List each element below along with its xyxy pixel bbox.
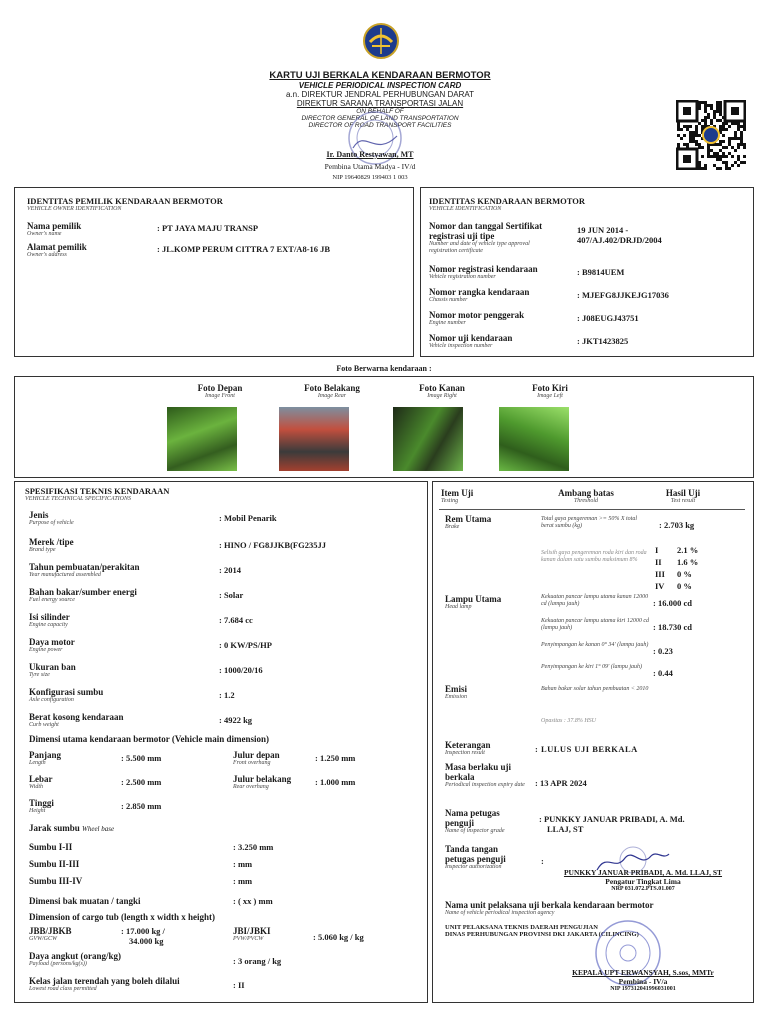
col-result-sublabel: Test result [670,498,696,504]
behalf-line-2: DIRECTOR GENERAL OF LAND TRANSPORTATION [301,115,459,122]
headlamp-value: : 16.000 cd [653,598,692,608]
an-line: a.n. DIREKTUR JENDRAL PERHUBUNGAN DARAT [285,90,475,99]
inspector-label-2: penguji [445,818,475,828]
headlamp-threshold: Penyimpangan ke kiri 1° 09' (lampu jauh) [541,664,642,670]
owner-name-value: : PT JAYA MAJU TRANSP [157,223,259,233]
remark-label: Keterangan [445,740,491,750]
inspector-label-1: Nama petugas [445,808,500,818]
spec-label: Merek /tipe [29,537,74,547]
rear-overhang-value: : 1.000 mm [315,777,356,787]
test-results-box [432,481,754,1003]
wheelbase-label: Jarak sumbu [29,823,80,833]
spec-label: Tahun pembuatan/perakitan [29,562,140,572]
col-item-label: Item Uji [441,488,474,498]
road-class-value: : II [233,980,245,990]
spec-row [29,562,241,579]
spec-value: : 4922 kg [219,715,253,725]
behalf-line-1: ON BEHALF OF [356,108,404,115]
engine-number-label: Nomor motor penggerak [429,310,525,320]
photo-right [387,383,497,400]
photo-left-label: Foto Kiri [532,383,568,393]
brake-axle-value: 2.1 % [677,545,699,555]
spec-row [29,637,272,654]
wheelbase-title [29,823,114,833]
vehicle-identification-box [420,187,754,357]
specs-section-subtitle: VEHICLE TECHNICAL SPECIFICATIONS [25,496,132,502]
brake-axle-value: 0 % [677,581,692,591]
payload-sublabel: Payload (persons/kg(s)) [29,961,87,967]
col-threshold-sublabel: Threshold [573,498,599,504]
signature-sublabel: Inspector authorization [445,864,502,870]
owner-name-label: Nama pemilik [27,221,82,231]
director-line: DIREKTUR SARANA TRANSPORTASI JALAN [296,99,464,108]
cargo-dimension-label: Dimensi bak muatan / tangki [29,896,141,906]
emission-threshold: Bahan bakar solar tahun pembuatan < 2010 [541,686,649,692]
brake-axle-value: 1.6 % [677,557,699,567]
dimension-width-sublabel: Width [29,784,44,790]
agency-line-2: DINAS PERHUBUNGAN PROVINSI DKI JAKARTA (CILINCING) [445,931,639,938]
pvw-row [233,926,271,943]
front-overhang-sublabel: Front overhang [233,760,271,766]
owner-section-subtitle: VEHICLE OWNER IDENTIFICATION [27,206,122,212]
validity-sublabel: Periodical inspection expiry date [445,782,525,788]
director-nip: NIP 19640829 199403 1 003 [332,174,408,181]
col-result-header [653,488,713,505]
type-approval-sublabel: Number and date of vehicle type approval registration certificate [429,241,530,254]
emission-label: Emisi [445,684,468,694]
brake-threshold-total: Total gaya pengereman >= 50% X total berat sumbu (kg) [541,516,637,529]
spec-value: : 1000/20/16 [219,665,263,675]
specs-section-title: SPESIFIKASI TEKNIS KENDARAAN [25,486,170,496]
owner-section-title: IDENTITAS PEMILIK KENDARAAN BERMOTOR [27,196,223,206]
head-nip: NIP 197312041996031001 [610,986,676,992]
signature-label-1: Tanda tangan [445,844,498,854]
inspection-number-row [429,333,749,350]
photo-rear-label: Foto Belakang [304,383,360,393]
remark-item [445,740,491,757]
dimension-rear-overhang [233,774,356,791]
chassis-number-label: Nomor rangka kendaraan [429,287,530,297]
chassis-number-sublabel: Chassis number [429,297,468,303]
payload-value: : 3 orang / kg [233,956,282,966]
col-threshold-label: Ambang batas [558,488,614,498]
photo-right-sublabel: Image Right [427,393,457,399]
spec-sublabel: Engine power [29,647,63,653]
emission-item [445,684,467,701]
col-threshold-header [531,488,641,505]
spec-value: : Solar [219,590,244,600]
spec-label: Berat kosong kendaraan [29,712,124,722]
registration-number-label: Nomor registrasi kendaraan [429,264,538,274]
spec-value: : HINO / FG8JJKB(FG235JJ [219,540,326,550]
behalf-line-3: DIRECTOR OF ROAD TRANSPORT FACILITIES [308,122,452,129]
spec-label: Bahan bakar/sumber energi [29,587,137,597]
headlamp-threshold: Kekuatan pancar lampu utama kanan 12000 cd (lampu jauh) [541,594,649,607]
agency-title: Nama unit pelaksana uji berkala kendaraan bermotor [445,900,654,910]
registration-number-value: : B9814UEM [577,267,625,277]
headlamp-threshold: Kekuatan pancar lampu utama kiri 12000 cd (lampu jauh) [541,618,649,631]
photo-front-label: Foto Depan [197,383,243,393]
dimension-height-label: Tinggi [29,798,54,808]
spec-sublabel: Curb weight [29,722,59,728]
vehicle-section-subtitle: VEHICLE IDENTIFICATION [429,206,502,212]
spec-label: Konfigurasi sumbu [29,687,104,697]
spec-label: Daya motor [29,637,75,647]
dimension-length-value: : 5.500 mm [121,753,162,763]
photos-title: Foto Berwarna kendaraan : [336,364,432,373]
signature-item [445,844,506,871]
remark-sublabel: Inspection result [445,750,485,756]
payload-label: Daya angkut (orang/kg) [29,951,122,961]
engine-number-value: : J08EUGJ43751 [577,313,639,323]
col-result-label: Hasil Uji [665,488,701,498]
axle-2-3-value: : mm [233,859,253,869]
headlamp-item [445,594,501,611]
remark-value: : LULUS UJI BERKALA [535,744,638,754]
ministry-logo [362,22,400,60]
type-approval-value-2: 407/AJ.402/DRJD/2004 [577,235,662,245]
owner-address-sublabel: Owner's address [27,252,67,258]
inspector-item [445,808,505,835]
front-overhang-label: Julur depan [233,750,280,760]
brake-total-value: : 2.703 kg [659,520,695,530]
spec-sublabel: Year manufactured assembled [29,572,101,578]
card-title: KARTU UJI BERKALA KENDARAAN BERMOTOR [269,70,491,81]
validity-value: : 13 APR 2024 [535,778,587,788]
brake-axle-label: III [655,569,665,579]
photo-front [165,383,275,400]
engine-number-sublabel: Engine number [429,320,466,326]
axle-1-2-label: Sumbu I-II [29,842,73,852]
spec-value: : 7.684 cc [219,615,253,625]
axle-2-3-label: Sumbu II-III [29,859,80,869]
type-approval-label-2: registrasi uji tipe [429,231,495,241]
photo-front-sublabel: Image Front [205,393,235,399]
spec-value: : 0 KW/PS/HP [219,640,272,650]
inspector-value-1: : PUNKKY JANUAR PRIBADI, A. Md. [539,814,685,824]
photo-left [495,383,605,400]
gvw-value-1: : 17.000 kg / [121,926,165,936]
axle-3-4-value: : mm [233,876,253,886]
dimension-length-label: Panjang [29,750,62,760]
brake-axle-label: I [655,545,659,555]
emission-opacity: Opasitas : 37.8% HSU [541,718,596,724]
headlamp-value: : 18.730 cd [653,622,692,632]
dimension-width-label: Lebar [29,774,53,784]
director-rank: Pembina Utama Madya - IV/d [324,162,416,171]
head-name: KEPALA UPT ERWANSYAH, S.sos, MMTr [572,968,714,977]
brake-label: Rem Utama [445,514,492,524]
brake-item [445,514,491,531]
dimension-height [29,798,162,815]
rear-overhang-sublabel: Rear overhang [233,784,269,790]
type-approval-label-1: Nomor dan tanggal Sertifikat [429,221,543,231]
wheelbase-sublabel: Wheel base [82,825,115,833]
spec-row [29,662,263,679]
front-overhang-value: : 1.250 mm [315,753,356,763]
spec-sublabel: Tyre size [29,672,50,678]
cargo-dimension-title: Dimension of cargo tub (length x width x height) [29,912,216,922]
emission-sublabel: Emission [445,694,468,700]
axle-1-2-value: : 3.250 mm [233,842,274,852]
photo-front-image [167,407,237,471]
spec-sublabel: Brand type [29,547,56,553]
signature-rank: Pengatur Tingkat Lima [605,877,681,886]
photo-left-image [499,407,569,471]
validity-label-1: Masa berlaku uji [445,762,512,772]
owner-identification-box [14,187,414,357]
owner-address-value: : JL.KOMP PERUM CITTRA 7 EXT/A8-16 JB [157,244,331,254]
signature-nrp: NRP 031.072.PTS.01.007 [611,886,675,892]
dimension-height-value: : 2.850 mm [121,801,162,811]
spec-value: : 1.2 [219,690,235,700]
type-approval-row [429,221,749,255]
photo-right-image [393,407,463,471]
dimension-front-overhang [233,750,356,767]
photo-rear [277,383,387,400]
spec-value: : Mobil Penarik [219,513,277,523]
col-item-header [441,488,501,505]
inspection-number-label: Nomor uji kendaraan [429,333,513,343]
chassis-number-row [429,287,749,304]
gvw-value-2: 34.000 kg [129,936,164,946]
cargo-dimension-value: : ( xx ) mm [233,896,273,906]
signature-colon: : [541,856,544,866]
spec-row [29,537,326,554]
headlamp-value: : 0.23 [653,646,673,656]
type-approval-value-1: 19 JUN 2014 - [577,225,629,235]
spec-sublabel: Fuel energy source [29,597,75,603]
brake-axle-value: 0 % [677,569,692,579]
vehicle-section-title: IDENTITAS KENDARAAN BERMOTOR [429,196,586,206]
spec-label: Ukuran ban [29,662,76,672]
spec-row [29,510,277,527]
card-subtitle: VEHICLE PERIODICAL INSPECTION CARD [298,81,462,90]
dimension-width [29,774,162,791]
engine-number-row [429,310,749,327]
photo-right-label: Foto Kanan [419,383,465,393]
head-rank: Pembina - IV/a [618,977,668,986]
spec-sublabel: Axle configuration [29,697,74,703]
spec-label: Isi silinder [29,612,70,622]
director-name: Ir. Danto Restyawan, MT [326,150,414,159]
headlamp-threshold: Penyimpangan ke kanan 0° 34' (lampu jauh) [541,642,649,648]
gvw-row [29,926,72,943]
spec-value: : 2014 [219,565,241,575]
road-class-label: Kelas jalan terendah yang boleh dilalui [29,976,180,986]
photo-left-sublabel: Image Left [537,393,563,399]
owner-name-row [27,221,407,238]
pvw-value: : 5.060 kg / kg [313,932,364,942]
spec-label: Jenis [29,510,49,520]
photo-rear-image [279,407,349,471]
owner-address-label: Alamat pemilik [27,242,87,252]
inspection-number-value: : JKT1423825 [577,336,629,346]
main-dimension-title: Dimensi utama kendaraan bermotor (Vehicle main dimension) [29,734,270,744]
axle-3-4-label: Sumbu III-IV [29,876,83,886]
qr-code [676,100,746,170]
spec-sublabel: Engine capacity [29,622,68,628]
photo-rear-sublabel: Image Rear [317,393,347,399]
brake-axle-row [655,576,692,594]
header-divider [439,509,745,510]
gvw-sublabel: GVW/GCW [29,936,57,942]
technical-specifications-box [14,481,428,1003]
brake-axle-label: II [655,557,662,567]
dimension-height-sublabel: Height [29,808,46,814]
validity-item [445,762,535,789]
brake-axle-label: IV [655,581,665,591]
validity-label-2: berkala [445,772,475,782]
brake-sublabel: Brake [445,524,460,530]
rear-overhang-label: Julur belakang [233,774,292,784]
signature-label-2: petugas penguji [445,854,506,864]
headlamp-value: : 0.44 [653,668,673,678]
headlamp-label: Lampu Utama [445,594,502,604]
spec-row [29,687,235,704]
owner-name-sublabel: Owner's name [27,231,62,237]
pvw-label: JBI/JBKI [233,926,271,936]
spec-row [29,612,253,629]
brake-threshold-diff: Selisih gaya pengereman roda kiri dan roda kanan dalam satu sumbu maksimum 8% [541,550,647,563]
inspector-value-2: LLAJ, ST [547,824,584,834]
chassis-number-value: : MJEFG8JJKEJG17036 [577,290,669,300]
spec-sublabel: Purpose of vehicle [29,520,74,526]
registration-number-row [429,264,749,281]
gvw-label: JBB/JBKB [29,926,72,936]
photos-box [14,376,754,478]
inspector-sublabel: Name of inspector grade [445,828,505,834]
col-item-sublabel: Testing [441,498,459,504]
headlamp-sublabel: Head lamp [445,604,472,610]
inspection-number-sublabel: Vehicle inspection number [429,343,493,349]
agency-sublabel: Name of vehicle periodical inspection agency [445,910,555,916]
registration-number-sublabel: Vehicle registration number [429,274,496,280]
signature-name: PUNKKY JANUAR PRIBADI, A. Md. LLAJ, ST [563,868,723,877]
road-class-row [29,976,180,993]
agency-line-1: UNIT PELAKSANA TEKNIS DAERAH PENGUJIAN [445,924,598,931]
dimension-width-value: : 2.500 mm [121,777,162,787]
road-class-sublabel: Lowest road class permitted [29,986,97,992]
spec-row [29,712,253,729]
owner-address-row [27,242,407,259]
payload-row [29,951,121,968]
dimension-length-sublabel: Length [29,760,46,766]
pvw-sublabel: PVW/PVCW [233,936,264,942]
spec-row [29,587,244,604]
agency-item [445,900,654,917]
dimension-length [29,750,162,767]
